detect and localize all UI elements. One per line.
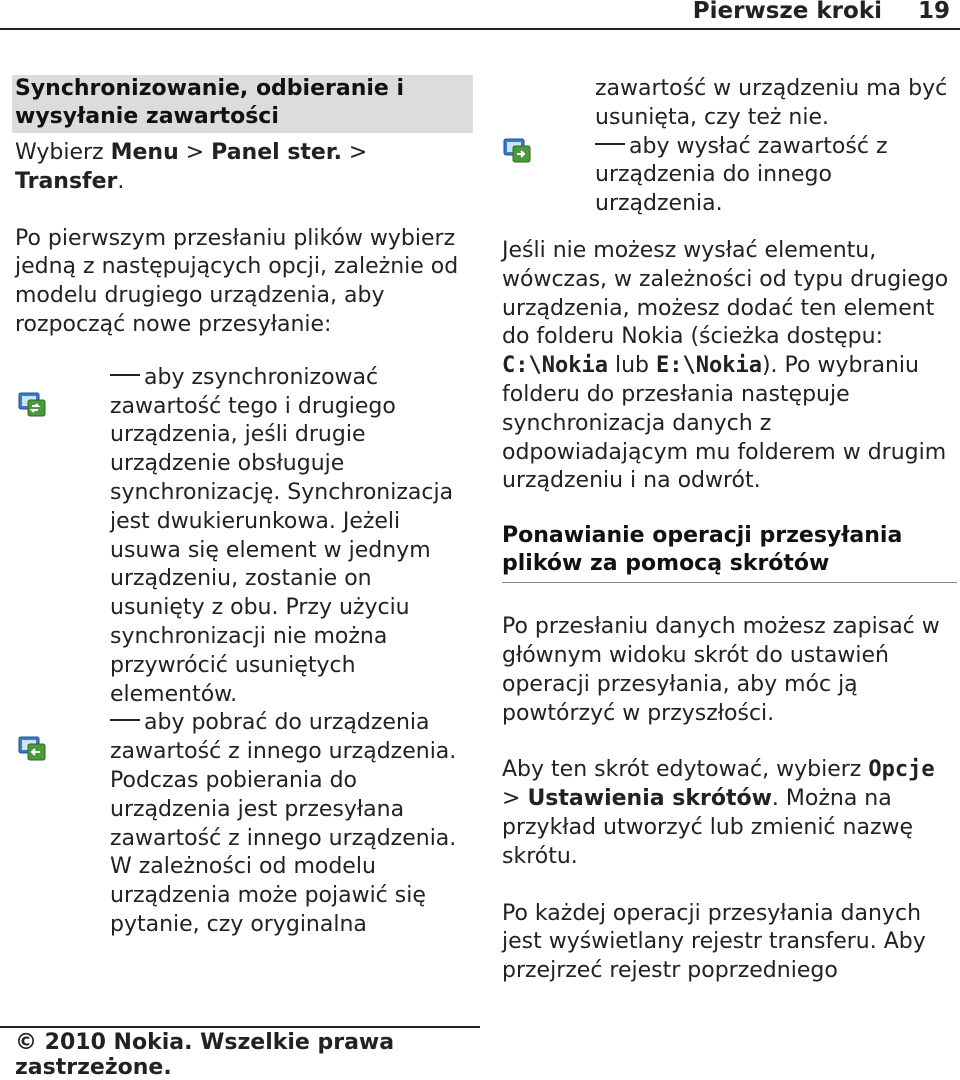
path-prefix: Wybierz: [15, 140, 111, 165]
edit-shortcut-paragraph: [502, 756, 957, 871]
sync-text: aby zsynchronizować zawartość tego i drugiego urządzenia, jeśli drugie urządzenie obsługuje synchronizację. Synchronizacja jest dwukierunkowa. Jeżeli usuwa się element w jednym urządzeniu, zostanie on usunięty z obu. Przy użyciu synchronizacji nie można przywrócić usuniętych elementów.: [110, 364, 454, 707]
receive-icon: [18, 735, 46, 761]
dash-mark: [110, 374, 140, 376]
dash-mark: [595, 143, 625, 145]
sync-option: [15, 364, 473, 710]
path-transfer: Transfer: [15, 168, 118, 194]
page-number: 19: [917, 0, 950, 24]
page-header: [0, 0, 960, 30]
path-sep: >: [178, 140, 212, 165]
receive-option: [15, 709, 473, 939]
path-panel: Panel ster.: [211, 140, 342, 165]
page-footer: [0, 1026, 480, 1080]
shortcut-subheading: Ponawianie operacji przesyłania plików za pomocą skrótów: [502, 522, 957, 583]
header-title: Pierwsze kroki: [692, 0, 882, 24]
para3-a: Aby ten skrót edytować, wybierz: [502, 757, 869, 783]
para1-b: ). Po wybraniu folderu do przesłania następuje synchronizacja danych z odpowiadającym mu folderem w drugim urządzeniu i na odwrót.: [502, 353, 947, 494]
right-column: [502, 75, 957, 986]
receive-text: aby pobrać do urządzenia zawartość z innego urządzenia. Podczas pobierania do urządzenia jest przesyłana zawartość z innego urządzenia. W zależności od modelu urządzenia może pojawić się pytanie, czy oryginalna: [110, 710, 457, 937]
path-menu: Menu: [110, 140, 179, 165]
shortcut-paragraph: Po przesłaniu danych możesz zapisać w głównym widoku skrót do ustawień operacji przesyłania, aby móc ją powtórzyć w przyszłości.: [502, 614, 940, 726]
sync-icon: [18, 391, 46, 417]
left-column: [15, 75, 473, 940]
path-c: C:\Nokia: [502, 353, 608, 379]
para3-b: . Można na przykład utworzyć lub zmienić nazwę skrótu.: [502, 786, 914, 869]
transfer-log-paragraph: Po każdej operacji przesyłania danych jest wyświetlany rejestr transferu. Aby przejrzeć rejestr poprzedniego: [502, 900, 926, 984]
dash-mark: [110, 719, 140, 721]
option-ustawienia: Ustawienia skrótów: [527, 786, 772, 812]
receive-continued: zawartość w urządzeniu ma być usunięta, czy też nie.: [595, 76, 948, 130]
send-option: [502, 133, 957, 219]
section-title: Synchronizowanie, odbieranie i wysyłanie zawartości: [12, 75, 473, 133]
para1-a: Jeśli nie możesz wysłać elementu, wówczas, w zależności od typu drugiego urządzenia, możesz dodać ten element do folderu Nokia (ścieżka dostępu:: [502, 237, 949, 350]
option-opcje: Opcje: [868, 757, 935, 783]
menu-path: [15, 139, 473, 197]
path-end: .: [117, 168, 125, 194]
path-sep: >: [341, 140, 368, 165]
copyright: © 2010 Nokia. Wszelkie prawa zastrzeżone.: [15, 1030, 395, 1080]
send-text: aby wysłać zawartość z urządzenia do innego urządzenia.: [595, 133, 888, 217]
path-e: E:\Nokia: [655, 353, 762, 379]
intro-paragraph: Po pierwszym przesłaniu plików wybierz jedną z następujących opcji, zależnie od modelu drugiego urządzenia, aby rozpocząć nowe przesyłanie:: [15, 225, 459, 337]
nokia-folder-paragraph: [502, 237, 957, 496]
para1-or: lub: [607, 353, 656, 379]
para3-sep: >: [502, 786, 528, 812]
